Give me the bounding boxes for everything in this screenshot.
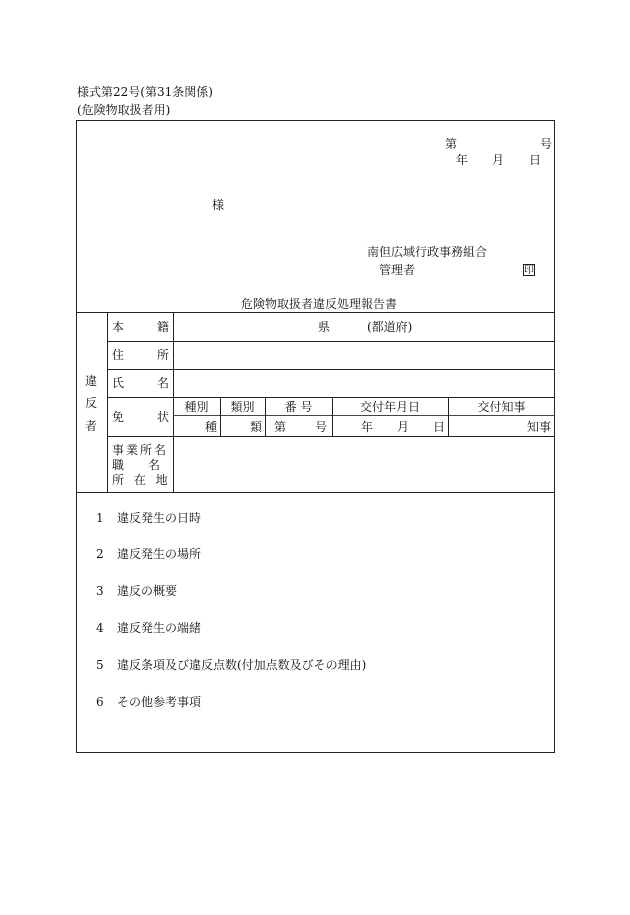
item-number: 3 bbox=[96, 584, 104, 598]
item-number: 2 bbox=[96, 547, 104, 561]
license-value-dai: 第 bbox=[274, 420, 287, 434]
number-go: 号 bbox=[540, 137, 553, 151]
address-label-1: 住 bbox=[112, 348, 125, 362]
license-header-bango: 番 号 bbox=[284, 400, 313, 414]
document-title: 危険物取扱者違反処理報告書 bbox=[241, 297, 398, 311]
item-text: 違反条項及び違反点数(付加点数及びその理由) bbox=[117, 658, 367, 672]
item-text: 違反発生の端緒 bbox=[117, 621, 202, 635]
item-text: 違反発生の場所 bbox=[117, 547, 202, 561]
license-header-ruibetsu: 類別 bbox=[230, 400, 255, 414]
section-label-2: 反 bbox=[85, 396, 98, 410]
issuer-org: 南但広域行政事務組合 bbox=[367, 245, 488, 259]
name-label-1: 氏 bbox=[112, 376, 125, 390]
workplace-label-name: 事業所名 bbox=[112, 443, 169, 457]
item-number: 4 bbox=[96, 621, 104, 635]
issuer-title: 管理者 bbox=[379, 263, 416, 277]
license-value-month: 月 bbox=[397, 420, 410, 434]
item-text: その他参考事項 bbox=[117, 695, 202, 709]
section-divider bbox=[107, 312, 108, 492]
license-value-day: 日 bbox=[433, 420, 446, 434]
license-value-rui: 類 bbox=[250, 420, 263, 434]
addressee-sama: 様 bbox=[212, 198, 225, 212]
license-header-kofu-date: 交付年月日 bbox=[359, 400, 420, 414]
table-top-border bbox=[76, 312, 555, 313]
workplace-label-title: 職 名 bbox=[112, 458, 161, 472]
honseki-todofuken: (都道府) bbox=[367, 320, 413, 334]
license-header-shubetsu: 種別 bbox=[184, 400, 209, 414]
row-line-4 bbox=[107, 436, 555, 437]
license-header-kofu-chiji: 交付知事 bbox=[477, 400, 526, 414]
section-label-3: 者 bbox=[85, 419, 98, 433]
row-line-2 bbox=[107, 369, 555, 370]
date-year: 年 bbox=[456, 153, 469, 167]
license-value-chiji: 知事 bbox=[527, 420, 552, 434]
license-label-1: 免 bbox=[112, 410, 125, 424]
date-month: 月 bbox=[492, 153, 505, 167]
seal-mark: 印 bbox=[524, 265, 534, 276]
row-line-3 bbox=[107, 397, 555, 398]
section-label-1: 違 bbox=[85, 374, 98, 388]
item-text: 違反の概要 bbox=[117, 584, 178, 598]
item-number: 5 bbox=[96, 658, 104, 672]
name-label-2: 名 bbox=[157, 376, 170, 390]
honseki-label-1: 本 bbox=[112, 320, 125, 334]
date-day: 日 bbox=[529, 153, 542, 167]
number-dai: 第 bbox=[445, 137, 458, 151]
honseki-label-2: 籍 bbox=[157, 320, 170, 334]
license-value-shu: 種 bbox=[205, 420, 218, 434]
form-number: 様式第22号(第31条関係) bbox=[77, 85, 213, 99]
honseki-ken: 県 bbox=[318, 320, 331, 334]
item-number: 1 bbox=[96, 511, 104, 525]
table-bottom-border bbox=[76, 492, 555, 493]
form-use: (危険物取扱者用) bbox=[77, 103, 171, 117]
item-text: 違反発生の日時 bbox=[117, 511, 202, 525]
license-mid-line bbox=[173, 415, 555, 416]
license-label-2: 状 bbox=[157, 410, 170, 424]
license-value-go: 号 bbox=[315, 420, 328, 434]
row-line-1 bbox=[107, 341, 555, 342]
item-number: 6 bbox=[96, 695, 104, 709]
license-value-year: 年 bbox=[361, 420, 374, 434]
address-label-2: 所 bbox=[157, 348, 170, 362]
workplace-label-location: 所 在 地 bbox=[112, 473, 171, 487]
